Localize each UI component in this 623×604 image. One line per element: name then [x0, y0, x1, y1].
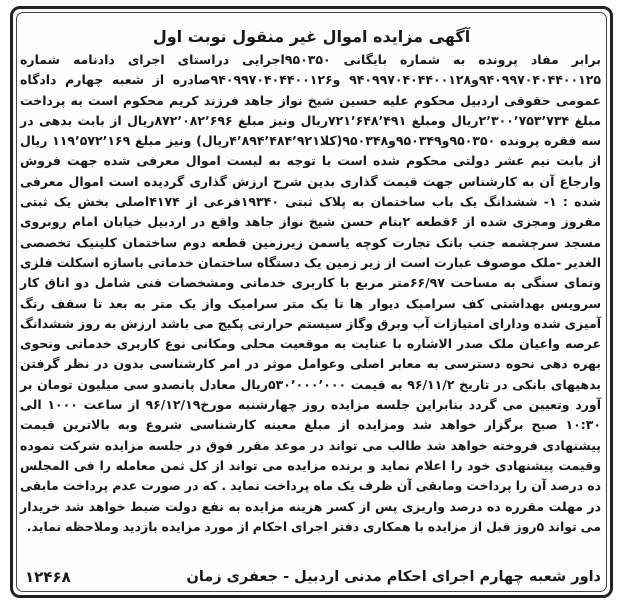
notice-body: برابر مفاد پرونده به شماره بایگانی ۹۵۰۳۵۰اجرایی دراستای اجرای دادنامه شماره ۹۴۰۹۹۷۰۴۰۴۴۰۰۱۲۵و۹۴۰۹۹۷۰۴۰۴۴۰۰۱۲۸ و۹۴۰۹۹۷۰۴۰۴۴۰۰۱۲۶صادره از شعبه چهارم دادگاه عمومی حقوقی اردبیل محکوم علیه حسین شیخ نواز جاهد فرزند کریم محکوم است به پرداخت مبلغ ۲٬۳۰۰٬۷۵۳٬۷۳۴ریال ومبلغ ۷۲۱٬۶۴۸٬۴۹۱ریال ونیز مبلغ ۸۷۲٬۰۸۲٬۶۹۶ریال از بابت بدهی در سه فقره پرونده ۹۵۰۳۵۰و۹۵۰۳۴۹و۹۵۰۳۴۸(کلا۴٬۸۹۴٬۴۸۴٬۹۲۱ریال) ونیز مبلغ ۱۱۹٬۵۷۲٬۱۶۹ ریال از بابت نیم عشر دولتی محکوم شده است با توجه به لیست اموال معرفی شده جهت فروش وارجاع آن به کارشناس جهت قیمت گذاری بدین شرح ارزش گذاری گردیده است اموال معرفی شده : ۱- ششدانگ یک باب ساختمان به پلاک ثبتی ۱۹۳۴۰فرعی از ۴۱۷۴اصلی بخش یک ثبتی مفروز ومجزی شده از ۶قطعه ۲بنام حسن شیخ نواز جاهد واقع در اردبیل خیابان امام روبروی مسجد سرچشمه جنب بانک تجارت کوچه یاسمن زیرزمین قطعه دوم ساختمان کلینیک تخصصی الغدیر -ملک موصوف عبارت است از زیر زمین یک دستگاه ساختمان خدماتی باسازه اسکلت فلزی ونمای سنگی به مساحت ۶۶/۹۷متر مربع با کاربری خدماتی ومشخصات فنی شامل دو اتاق کار سرویس بهداشتی کف سرامیک دیوار ها تا یک متر سرامیک واز یک متر به بعد تا سقف رنگ آمیزی شده ودارای امتیازات آب وبرق وگاز سیستم حرارتی پکیج می باشد ارزش به روز ششدانگ عرصه واعیان ملک صدر الاشاره با عنایت به موقعیت محلی ومکانی نوع کاربری خدماتی ونحوی بهره دهی نحوه دسترسی به معابر اصلی وعوامل موثر در امر کارشناسی بدون در نظر گرفتن بدهیهای بانکی در تاریخ ۹۶/۱۱/۲ به قیمت ۵۳۰٬۰۰۰٬۰۰۰ریال معادل پانصدو سی میلیون تومان بر آورد وتعیین می گردد بنابراین جلسه مزایده روز چهارشنبه مورخ۹۶/۱۲/۱۹ از ساعت ۱۰۰۰ الی ۱۰:۳۰ صبح برگزار خواهد شد ومزایده از مبلغ معینه کارشناسی شروع وبه بالاترین قیمت پیشنهادی فروخته خواهد شد طالب می تواند در موعد مقرر فوق در جلسه مزایده شرکت نموده وقیمت پیشنهادی خود را اعلام نماید و برنده مزایده می تواند از کل ثمن معامله را فی المجلس ده درصد آن را پرداخت ومابقی آن ظرف یک ماه پرداخت نماید . که در صورت عدم پرداخت مابقی در مهلت مقرره ده درصد واریزی پس از کسر هزینه مزایده به نفع دولت ضبط خواهد شد خریدار می تواند ۵روز قبل از مزایده با همکاری دفتر اجرای احکام از مورد مزایده بازدید وملاحظه نماید. — [20, 52, 602, 534]
notice-title: آگهی مزایده اموال غیر منقول نوبت اول — [152, 27, 471, 46]
notice-code-number: ۱۲۴۶۸ — [25, 568, 71, 586]
notice-signature: داور شعبه چهارم اجرای احکام مدنی اردبیل - جعفری زمان — [186, 569, 601, 585]
notice-footer — [13, 565, 610, 589]
auction-notice — [10, 6, 613, 598]
